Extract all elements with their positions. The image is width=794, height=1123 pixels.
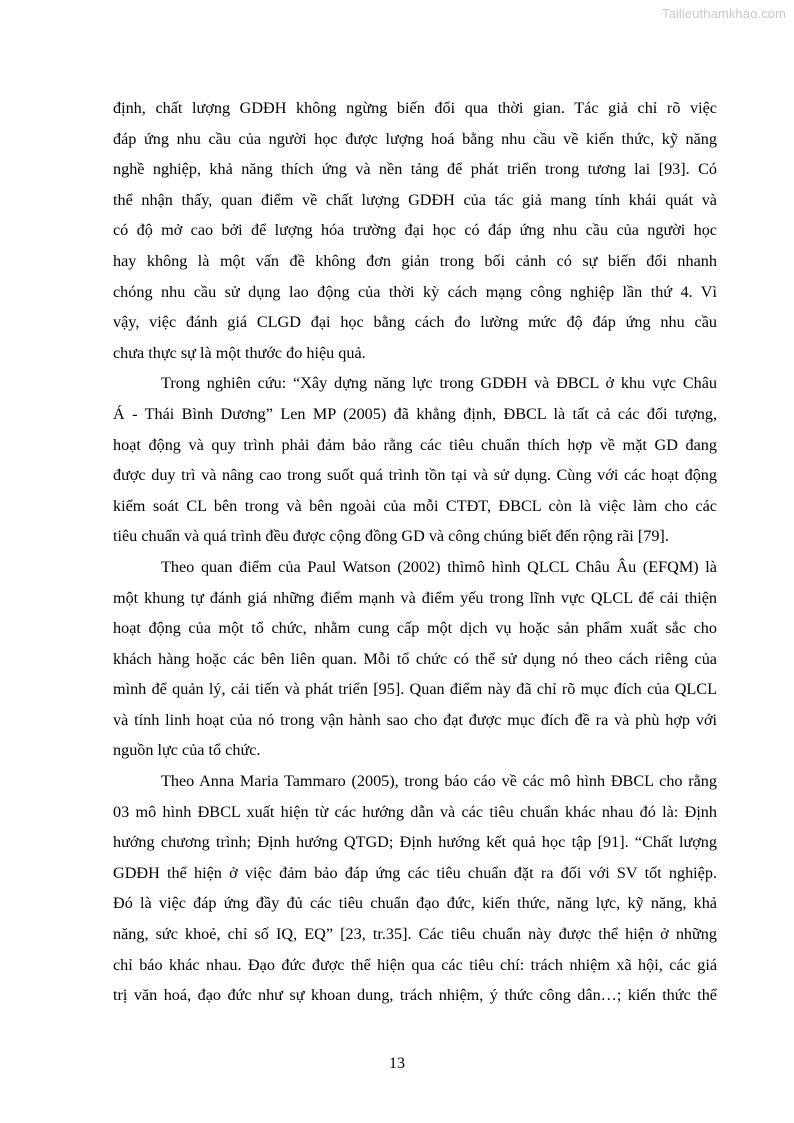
text-line: Trong nghiên cứu: “Xây dựng năng lực trong GDĐH và ĐBCL ở khu vực Châu [161,374,717,393]
paragraph-anna-maria-tammaro [113,766,717,1011]
text-line: nghề nghiệp, khả năng thích ứng và nền tảng để phát triển trong tương lai [93]. Có [113,160,717,179]
text-line: khách hàng hoặc các bên liên quan. Mỗi tổ chức có thể sử dụng nó theo cách riêng của [113,649,717,668]
text-line: Theo Anna Maria Tammaro (2005), trong báo cáo về các mô hình ĐBCL cho rằng [161,772,717,791]
text-line: Đó là việc đáp ứng đầy đủ các tiêu chuẩn đạo đức, kiến thức, năng lực, kỹ năng, khả [113,894,717,913]
text-line: và tính linh hoạt của nó trong vận hành sao cho đạt được mục đích đề ra và phù hợp với [113,710,717,729]
text-line: hay không là một vấn đề không đơn giản trong bối cảnh có sự biến đổi nhanh [113,251,717,270]
text-line: định, chất lượng GDĐH không ngừng biến đổi qua thời gian. Tác giả chỉ rõ việc [113,99,717,117]
document-body [113,93,717,1011]
text-line: chóng nhu cầu sử dụng lao động của thời kỳ cách mạng công nghiệp lần thứ 4. Vì [113,282,717,301]
paragraph-len-mp [113,368,717,552]
text-line: tiêu chuẩn và quá trình đều được cộng đồng GD và công chúng biết đến rộng rãi [79]. [113,527,669,546]
text-line: chỉ báo khác nhau. Đạo đức được thể hiện qua các tiêu chí: trách nhiệm xã hội, các giá [113,955,717,974]
text-line: hoạt động và quy trình phải đảm bảo rằng các tiêu chuẩn thích hợp về mặt GD đang [113,435,717,454]
text-line: năng, sức khoẻ, chỉ số IQ, EQ” [23, tr.35]. Các tiêu chuẩn này được thể hiện ở những [113,925,717,944]
text-line: Theo quan điểm của Paul Watson (2002) thìmô hình QLCL Châu Âu (EFQM) là [161,557,717,576]
text-line: kiểm soát CL bên trong và bên ngoài của mỗi CTĐT, ĐBCL còn là việc làm cho các [113,496,717,515]
text-line: một khung tự đánh giá những điểm mạnh và điểm yếu trong lĩnh vực QLCL để cải thiện [113,588,717,607]
page-number: 13 [389,1055,405,1072]
paragraph-quality-definition [113,93,717,368]
text-line: trị văn hoá, đạo đức như sự khoan dung, trách nhiệm, ý thức công dân…; kiến thức thể [113,986,717,1005]
text-line: vậy, việc đánh giá CLGD đại học bằng cách đo lường mức độ đáp ứng nhu cầu [113,313,717,332]
text-line: hướng chương trình; Định hướng QTGD; Định hướng kết quả học tập [91]. “Chất lượng [113,833,717,852]
text-line: hoạt động của một tổ chức, nhằm cung cấp một dịch vụ hoặc sản phẩm xuất sắc cho [113,619,717,638]
paragraph-paul-watson [113,552,717,766]
text-line: mình để quản lý, cải tiến và phát triển [95]. Quan điểm này đã chỉ rõ mục đích của QLCL [113,680,717,699]
text-line: chưa thực sự là một thước đo hiệu quả. [113,343,366,362]
text-line: nguồn lực của tổ chức. [113,741,261,760]
text-line: 03 mô hình ĐBCL xuất hiện từ các hướng dẫn và các tiêu chuẩn khác nhau đó là: Định [113,802,717,821]
text-line: GDĐH thể hiện ở việc đảm bảo đáp ứng các tiêu chuẩn đặt ra đối với SV tốt nghiệp. [113,863,717,882]
text-line: có độ mở cao bởi để lượng hóa trường đại học có đáp ứng nhu cầu của người học [113,221,717,240]
text-line: Á - Thái Bình Dương” Len MP (2005) đã khẳng định, ĐBCL là tất cả các đối tượng, [113,404,717,423]
text-line: đáp ứng nhu cầu của người học được lượng hoá bằng nhu cầu về kiến thức, kỹ năng [113,129,717,148]
text-line: được duy trì và nâng cao trong suốt quá trình tồn tại và sử dụng. Cùng với các hoạt động [113,466,717,485]
text-line: thể nhận thấy, quan điểm về chất lượng GDĐH của tác giả mang tính khái quát và [113,190,717,209]
watermark-site-name: Tailieuthamkhao.com [661,6,786,21]
